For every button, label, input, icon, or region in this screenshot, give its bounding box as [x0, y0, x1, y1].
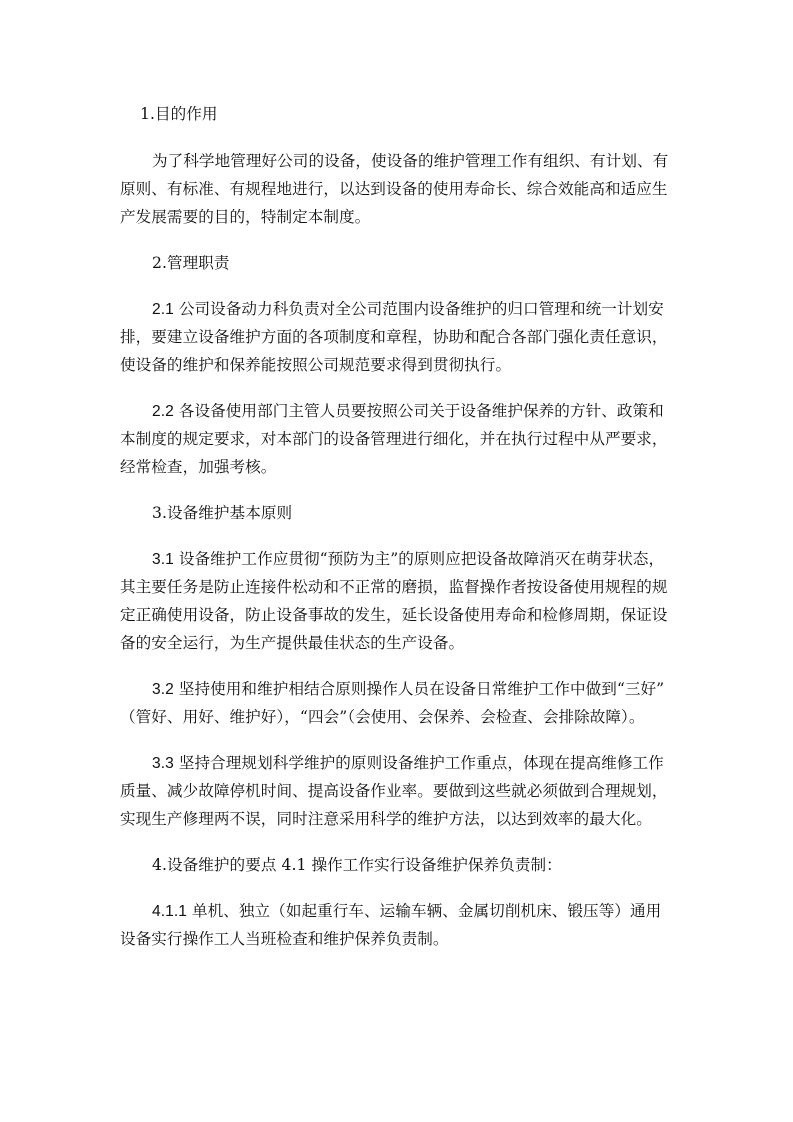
paragraph-line: 排，要建立设备维护方面的各项制度和章程，协助和配合各部门强化责任意识， [120, 328, 668, 346]
paragraph-first-line [152, 299, 676, 320]
paragraph-line: 使设备的维护和保养能按照公司规范要求得到贯彻执行。 [120, 356, 512, 374]
paragraph-first-line [152, 753, 676, 774]
paragraph-line: 备的安全运行，为生产提供最佳状态的生产设备。 [120, 634, 465, 652]
paragraph-line: 经常检查，加强考核。 [120, 458, 277, 476]
paragraph-line: （管好、用好、维护好），“四会”（会使用、会保养、会检查、会排除故障）。 [120, 708, 645, 726]
paragraph-first-line [152, 401, 676, 422]
clause-number: 3.1 [152, 551, 174, 568]
paragraph-line: 其主要任务是防止连接件松动和不正常的磨损，监督操作者按设备使用规程的规 [120, 578, 668, 596]
clause-number: 2.2 [152, 403, 174, 420]
paragraph-line: 定正确使用设备，防止设备事故的发生，延长设备使用寿命和检修周期，保证设 [120, 606, 668, 624]
paragraph-first-line [152, 901, 676, 922]
section-heading: 2.管理职责 [152, 254, 230, 272]
section-heading: 1.目的作用 [140, 105, 218, 123]
paragraph-text: 坚持合理规划科学维护的原则设备维护工作重点，体现在提高维修工作 [178, 754, 664, 772]
section-heading: 3.设备维护基本原则 [152, 504, 293, 522]
clause-number: 3.2 [152, 681, 174, 698]
paragraph-text: 坚持使用和维护相结合原则操作人员在设备日常维护工作中做到“三好” [178, 680, 665, 698]
paragraph-text: 公司设备动力科负责对全公司范围内设备维护的归口管理和统一计划安 [178, 300, 664, 318]
paragraph-line: 质量、减少故障停机时间、提高设备作业率。要做到这些就必须做到合理规划， [120, 782, 668, 800]
paragraph-line: 产发展需要的目的，特制定本制度。 [120, 208, 371, 226]
clause-number: 4.1.1 [152, 903, 187, 920]
paragraph-line: 设备实行操作工人当班检查和维护保养负责制。 [120, 930, 449, 948]
paragraph-text: 各设备使用部门主管人员要按照公司关于设备维护保养的方针、政策和 [178, 402, 664, 420]
paragraph-line: 原则、有标准、有规程地进行，以达到设备的使用寿命长、综合效能高和适应生 [120, 180, 668, 198]
paragraph-first-line [152, 679, 676, 700]
paragraph-line: 为了科学地管理好公司的设备，使设备的维护管理工作有组织、有计划、有 [152, 152, 669, 170]
clause-number: 3.3 [152, 755, 174, 772]
clause-number: 2.1 [152, 301, 174, 318]
paragraph-first-line [152, 549, 676, 570]
paragraph-text: 设备维护工作应贯彻“预防为主”的原则应把设备故障消灭在萌芽状态， [178, 550, 665, 568]
paragraph-line: 实现生产修理两不误，同时注意采用科学的维护方法，以达到效率的最大化。 [120, 810, 652, 828]
section-heading: 4.设备维护的要点 4.1 操作工作实行设备维护保养负责制： [152, 856, 562, 874]
paragraph-text: 单机、独立（如起重行车、运输车辆、金属切削机床、锻压等）通用 [191, 902, 662, 920]
paragraph-line: 本制度的规定要求，对本部门的设备管理进行细化，并在执行过程中从严要求， [120, 430, 668, 448]
